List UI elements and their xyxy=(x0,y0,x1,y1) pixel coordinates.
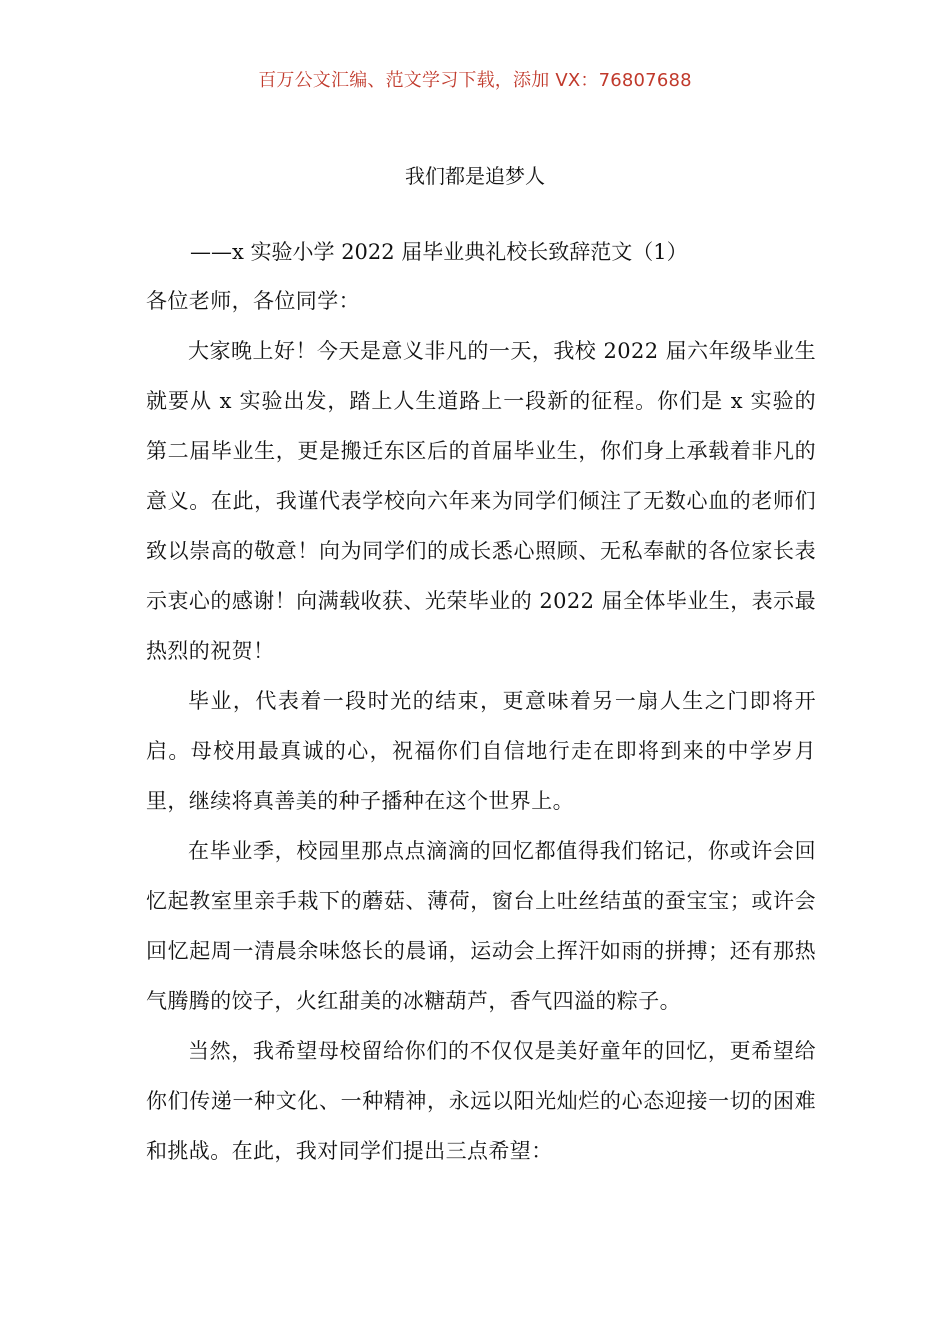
paragraph-3: 在毕业季，校园里那点点滴滴的回忆都值得我们铭记，你或许会回忆起教室里亲手栽下的蘑菇、薄荷，窗台上吐丝结茧的蚕宝宝；或许会回忆起周一清晨余味悠长的晨诵，运动会上挥汗如雨的拼搏；还有那热气腾腾的饺子，火红甜美的冰糖葫芦，香气四溢的粽子。 xyxy=(146,839,816,1013)
document-subtitle: ——x 实验小学 2022 届毕业典礼校长致辞范文（1） xyxy=(190,240,688,264)
paragraph-2: 毕业，代表着一段时光的结束，更意味着另一扇人生之门即将开启。母校用最真诚的心，祝福你们自信地行走在即将到来的中学岁月里，继续将真善美的种子播种在这个世界上。 xyxy=(146,689,816,813)
paragraph-4: 当然，我希望母校留给你们的不仅仅是美好童年的回忆，更希望给你们传递一种文化、一种精神，永远以阳光灿烂的心态迎接一切的困难和挑战。在此，我对同学们提出三点希望： xyxy=(146,1039,816,1163)
paragraph-1: 大家晚上好！今天是意义非凡的一天，我校 2022 届六年级毕业生就要从 x 实验出发，踏上人生道路上一段新的征程。你们是 x 实验的第二届毕业生，更是搬迁东区后的首届毕业生，你们身上承载着非凡的意义。在此，我谨代表学校向六年来为同学们倾注了无数心血的老师们致以崇高的敬意！向为同学们的成长悉心照顾、无私奉献的各位家长表示衷心的感谢！向满载收获、光荣毕业的 2022 届全体毕业生，表示最热烈的祝贺！ xyxy=(146,339,816,663)
header-watermark-text: 百万公文汇编、范文学习下载，添加 VX：76807688 xyxy=(258,70,692,91)
greeting: 各位老师，各位同学： xyxy=(146,289,360,313)
document-body xyxy=(146,276,816,1176)
document-title: 我们都是追梦人 xyxy=(405,164,545,188)
